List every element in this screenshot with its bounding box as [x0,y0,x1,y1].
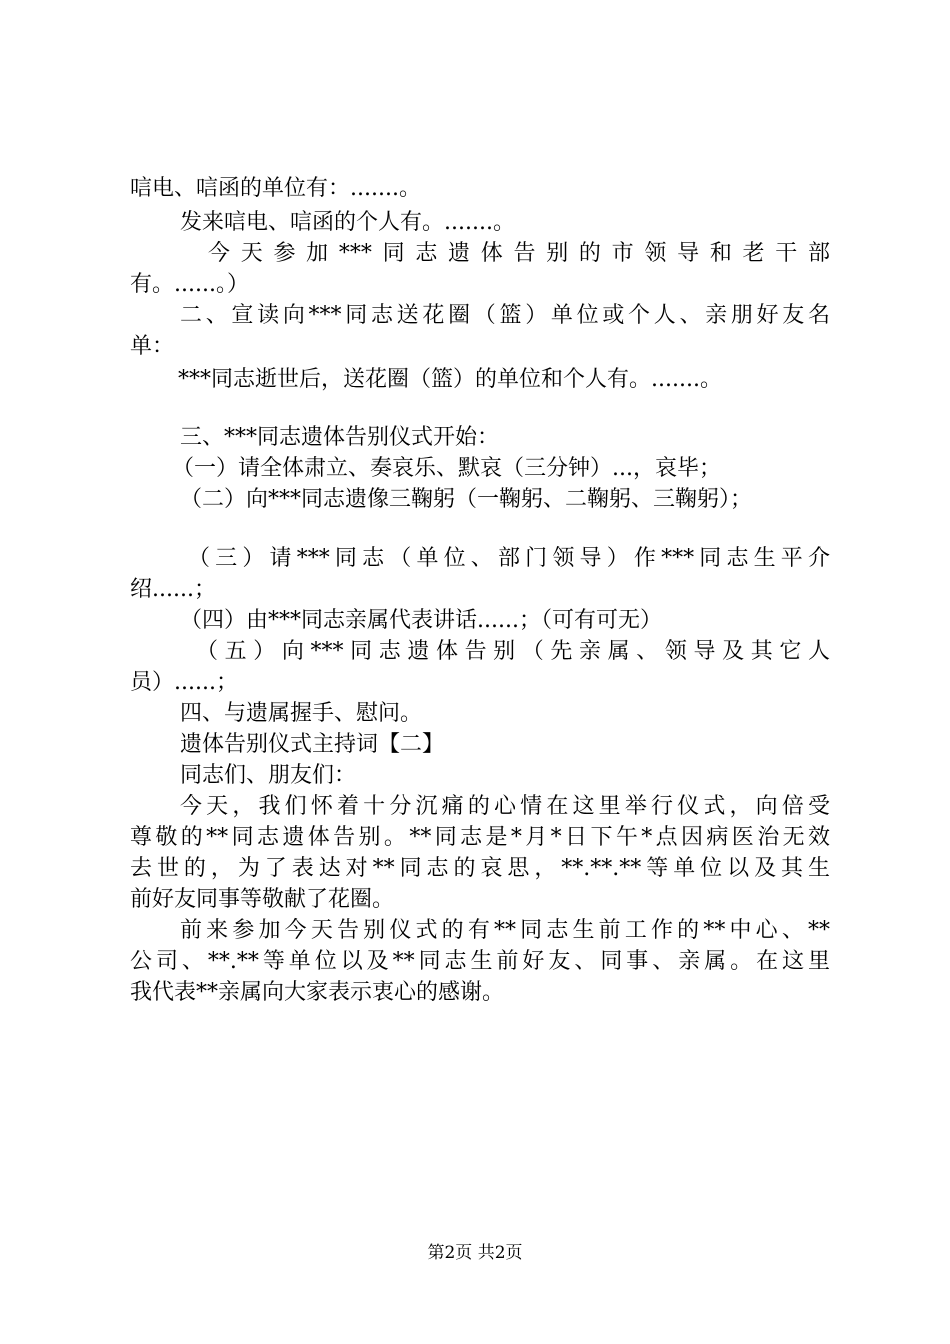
text-line: （三）请***同志（单位、部门领导）作***同志生平介 [188,546,830,571]
text-line: 二、宣读向***同志送花圈（篮）单位或个人、亲朋好友名 [180,303,830,328]
text-line: 今天参加***同志遗体告别的市领导和老干部 [208,241,830,266]
text-line: ***同志逝世后，送花圈（篮）的单位和个人有。.......。 [178,367,722,392]
text-line: 有。......。） [130,272,249,297]
text-line: （一）请全体肃立、奏哀乐、默哀（三分钟）...，哀毕； [172,456,721,481]
text-line: 公司、**.**等单位以及**同志生前好友、同事、亲属。在这里 [130,949,830,974]
text-line: 单： [130,334,175,359]
text-line: （五）向***同志遗体告别（先亲属、领导及其它人 [196,639,830,664]
text-line: 四、与遗属握手、慰问。 [180,701,423,726]
text-line: 发来唁电、唁函的个人有。.......。 [180,210,515,235]
text-line: 尊敬的**同志遗体告别。**同志是*月*日下午*点因病医治无效 [130,825,830,850]
text-line: 唁电、唁函的单位有：.......。 [130,176,421,201]
text-line: 去世的，为了表达对**同志的哀思，**.**.**等单位以及其生 [130,856,830,881]
page-number-footer: 第2页 共2页 [427,1243,523,1263]
text-line: 三、***同志遗体告别仪式开始： [180,425,500,450]
text-line: 前好友同事等敬献了花圈。 [130,887,395,912]
text-line: 我代表**亲属向大家表示衷心的感谢。 [130,980,505,1005]
text-line: 同志们、朋友们： [180,763,357,788]
text-line: 前来参加今天告别仪式的有**同志生前工作的**中心、** [180,918,830,943]
text-line: 今天，我们怀着十分沉痛的心情在这里举行仪式，向倍受 [180,794,830,819]
text-line: （四）由***同志亲属代表讲话......；（可有可无） [180,608,662,633]
text-line: 绍......； [130,577,216,602]
text-line: （二）向***同志遗像三鞠躬（一鞠躬、二鞠躬、三鞠躬）； [180,487,753,512]
section-heading: 遗体告别仪式主持词【二】 [180,732,445,757]
text-line: 员）......； [130,670,238,695]
